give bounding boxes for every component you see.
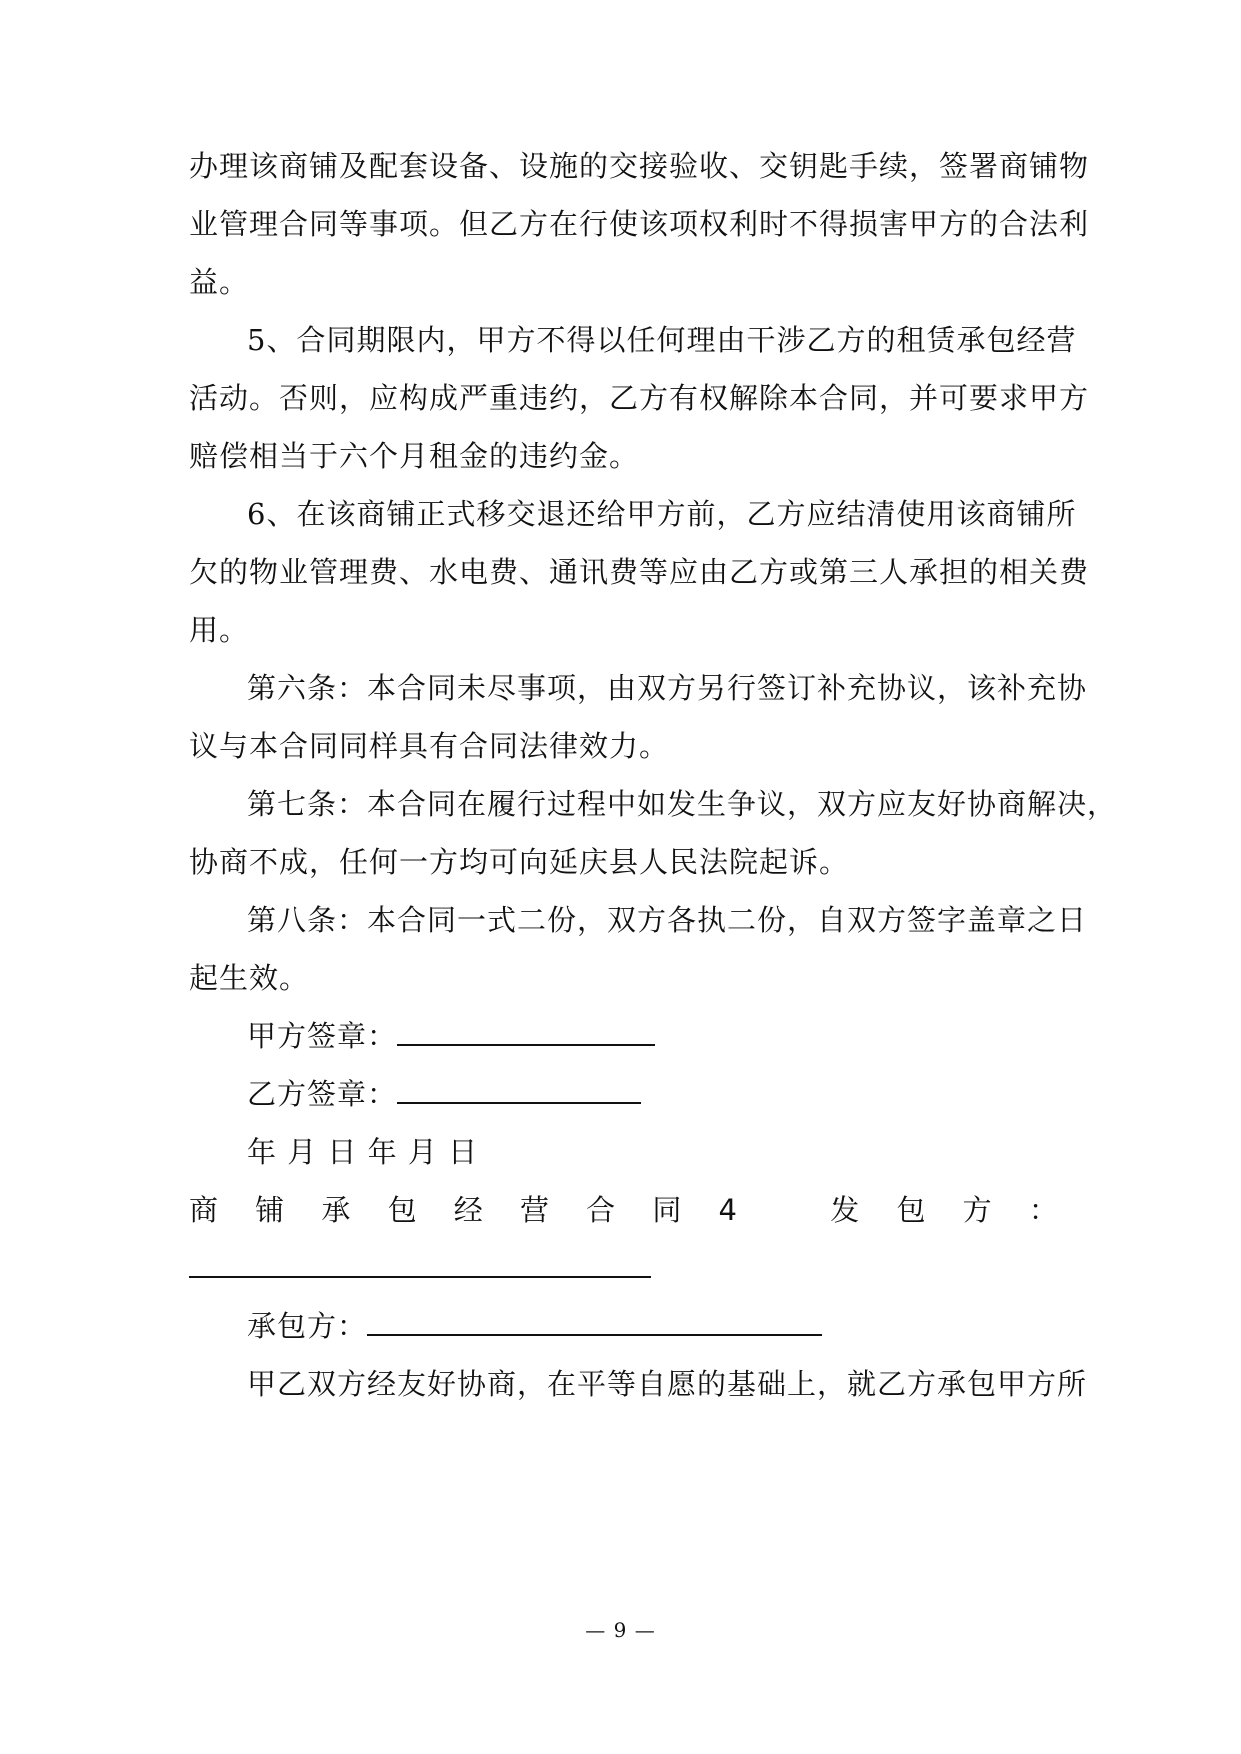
spacer: [774, 1190, 794, 1230]
party-b-signature-label: 乙方签章：: [247, 1077, 398, 1111]
contractor-line: [247, 1306, 1059, 1346]
contractor-blank: [367, 1306, 822, 1336]
body-text-line: 活动。否则，应构成严重违约，乙方有权解除本合同，并可要求甲方: [189, 381, 1090, 415]
party-a-signature-blank: [397, 1016, 655, 1046]
party-b-signature-line: [247, 1074, 1059, 1114]
next-contract-intro: 甲乙双方经友好协商，在平等自愿的基础上，就乙方承包甲方所: [247, 1367, 1088, 1401]
issuer-char: 方: [962, 1193, 993, 1227]
page-number: — 9 —: [585, 1618, 656, 1642]
issuer-char: 发: [830, 1193, 861, 1227]
contract-number: 4: [718, 1193, 738, 1227]
body-text-line: 议与本合同同样具有合同法律效力。: [189, 729, 670, 763]
body-text-line: 协商不成，任何一方均可向延庆县人民法院起诉。: [189, 845, 850, 879]
body-text-line: 赔偿相当于六个月租金的违约金。: [189, 439, 640, 473]
heading-char: 营: [519, 1193, 550, 1227]
body-text-line: 业管理合同等事项。但乙方在行使该项权利时不得损害甲方的合法利: [189, 207, 1090, 241]
body-text-line: 益。: [189, 265, 250, 299]
issuer-char: ：: [1028, 1193, 1059, 1227]
article-6-text: 第六条：本合同未尽事项，由双方另行签订补充协议，该补充协: [247, 671, 1088, 705]
body-text-line: 用。: [189, 613, 250, 647]
heading-char: 铺: [255, 1193, 286, 1227]
party-b-signature-blank: [397, 1074, 641, 1104]
next-contract-heading-line: [189, 1190, 1059, 1230]
clause-5-text: 5、合同期限内，甲方不得以任何理由干涉乙方的租赁承包经营: [247, 323, 1077, 357]
body-text-line: 办理该商铺及配套设备、设施的交接验收、交钥匙手续，签署商铺物: [189, 149, 1090, 183]
heading-char: 承: [321, 1193, 352, 1227]
article-8-text: 第八条：本合同一式二份，双方各执二份，自双方签字盖章之日: [247, 903, 1088, 937]
article-7-text: 第七条：本合同在履行过程中如发生争议，双方应友好协商解决，: [247, 787, 1118, 821]
heading-char: 经: [453, 1193, 484, 1227]
issuer-blank-line: [189, 1248, 1059, 1288]
contractor-label: 承包方：: [247, 1309, 368, 1343]
heading-char: 合: [586, 1193, 617, 1227]
heading-char: 商: [189, 1193, 220, 1227]
body-text-line: 起生效。: [189, 961, 310, 995]
party-a-signature-line: [247, 1016, 1059, 1056]
body-text-line: 欠的物业管理费、水电费、通讯费等应由乙方或第三人承担的相关费: [189, 555, 1090, 589]
signing-date-line: 年 月 日 年 月 日: [247, 1135, 479, 1169]
heading-char: 同: [652, 1193, 683, 1227]
issuer-char: 包: [896, 1193, 927, 1227]
clause-6-text: 6、在该商铺正式移交退还给甲方前，乙方应结清使用该商铺所: [247, 497, 1077, 531]
party-a-signature-label: 甲方签章：: [247, 1019, 398, 1053]
issuer-blank: [189, 1248, 651, 1278]
heading-char: 包: [387, 1193, 418, 1227]
